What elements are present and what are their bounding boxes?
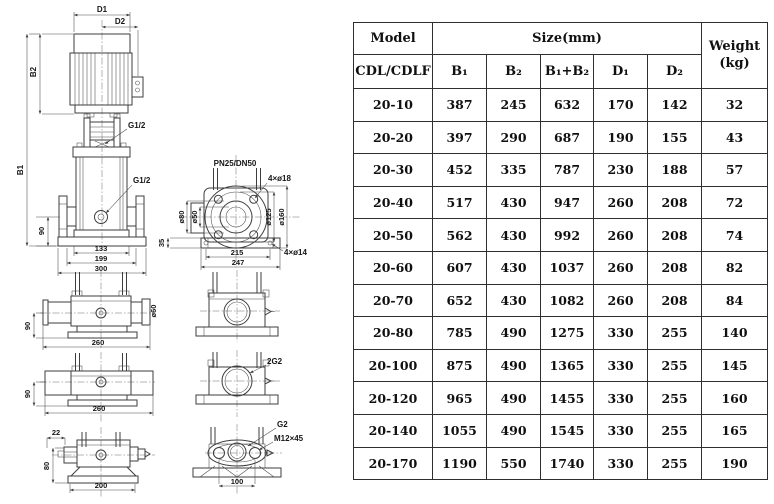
value-cell: 430 — [487, 284, 541, 317]
model-cell: 20-50 — [354, 219, 433, 252]
value-cell: 255 — [648, 349, 702, 382]
side-view-3 — [42, 427, 155, 497]
dim-label-133: 133 — [94, 244, 108, 253]
value-cell: 74 — [702, 219, 768, 252]
dim-label-d2: D2 — [114, 17, 126, 26]
header-col-d1: D₁ — [594, 55, 648, 89]
dim-label-200: 200 — [94, 481, 108, 490]
value-cell: 430 — [487, 186, 541, 219]
model-cell: 20-170 — [354, 447, 433, 480]
table-row — [354, 89, 768, 122]
dim-label-247: 247 — [231, 258, 245, 267]
table-row — [354, 186, 768, 219]
value-cell: 255 — [648, 317, 702, 350]
value-cell: 57 — [702, 154, 768, 187]
dim-label-d1: D1 — [96, 5, 108, 14]
dim-label-b2: B2 — [29, 66, 38, 78]
value-cell: 1082 — [541, 284, 594, 317]
value-cell: 652 — [433, 284, 487, 317]
dim-label-90-sv1: 90 — [23, 321, 32, 331]
table-row — [354, 382, 768, 415]
port-label-g12-coupling: G1/2 — [128, 121, 146, 130]
value-cell: 517 — [433, 186, 487, 219]
dia-label-60: ø60 — [149, 304, 158, 318]
port-label-2g2: 2G2 — [267, 357, 283, 366]
header-col-b1b2: B₁+B₂ — [541, 55, 594, 89]
value-cell: 1190 — [433, 447, 487, 480]
table-row — [354, 219, 768, 252]
value-cell: 330 — [594, 349, 648, 382]
value-cell: 255 — [648, 382, 702, 415]
bolt-label-4x18: 4×ø18 — [268, 174, 291, 183]
side-view-1 — [23, 270, 158, 350]
value-cell: 290 — [487, 121, 541, 154]
header-col-d2: D₂ — [648, 55, 702, 89]
dim-label-80: 80 — [42, 461, 51, 471]
table-row — [354, 251, 768, 284]
value-cell: 32 — [702, 89, 768, 122]
value-cell: 430 — [487, 251, 541, 284]
value-cell: 260 — [594, 251, 648, 284]
model-cell: 20-60 — [354, 251, 433, 284]
value-cell: 260 — [594, 186, 648, 219]
spec-table-body — [354, 89, 768, 480]
dim-label-260-sv1: 260 — [91, 338, 105, 347]
value-cell: 190 — [702, 447, 768, 480]
value-cell: 208 — [648, 251, 702, 284]
dim-label-260-sv2: 260 — [92, 404, 106, 413]
header-col-b1: B₁ — [433, 55, 487, 89]
value-cell: 1365 — [541, 349, 594, 382]
value-cell: 82 — [702, 251, 768, 284]
dim-label-215: 215 — [230, 248, 244, 257]
value-cell: 72 — [702, 186, 768, 219]
value-cell: 1037 — [541, 251, 594, 284]
value-cell: 397 — [433, 121, 487, 154]
value-cell: 260 — [594, 284, 648, 317]
table-row — [354, 447, 768, 480]
dia-label-160: ø160 — [277, 208, 286, 226]
header-model: Model — [354, 23, 433, 55]
header-size-group: Size(mm) — [433, 23, 702, 55]
value-cell: 430 — [487, 219, 541, 252]
header-weight-unit: (kg) — [719, 55, 750, 71]
dim-label-90-sv2: 90 — [23, 389, 32, 399]
value-cell: 785 — [433, 317, 487, 350]
value-cell: 992 — [541, 219, 594, 252]
value-cell: 190 — [594, 121, 648, 154]
value-cell: 607 — [433, 251, 487, 284]
header-row-groups — [354, 23, 768, 55]
dia-label-125: ø125 — [264, 208, 273, 226]
dim-label-b1: B1 — [16, 164, 25, 176]
model-cell: 20-10 — [354, 89, 433, 122]
table-row — [354, 284, 768, 317]
table-row — [354, 317, 768, 350]
value-cell: 947 — [541, 186, 594, 219]
value-cell: 490 — [487, 349, 541, 382]
model-cell: 20-20 — [354, 121, 433, 154]
value-cell: 330 — [594, 382, 648, 415]
value-cell: 208 — [648, 186, 702, 219]
dim-label-22: 22 — [51, 428, 61, 437]
port-label-g2: G2 — [277, 420, 288, 429]
header-weight — [702, 23, 768, 89]
top-view — [157, 155, 307, 270]
value-cell: 1455 — [541, 382, 594, 415]
dim-label-100: 100 — [230, 477, 244, 486]
value-cell: 140 — [702, 317, 768, 350]
model-cell: 20-30 — [354, 154, 433, 187]
value-cell: 142 — [648, 89, 702, 122]
dim-label-300: 300 — [94, 264, 108, 273]
pump-dimension-drawing — [0, 0, 355, 500]
value-cell: 452 — [433, 154, 487, 187]
side-view-6 — [193, 420, 304, 494]
value-cell: 490 — [487, 317, 541, 350]
spec-table — [353, 22, 768, 480]
dim-label-35: 35 — [157, 238, 166, 248]
junction-box — [132, 77, 143, 97]
table-row — [354, 349, 768, 382]
table-row — [354, 154, 768, 187]
model-cell: 20-100 — [354, 349, 433, 382]
model-cell: 20-140 — [354, 414, 433, 447]
model-cell: 20-40 — [354, 186, 433, 219]
bolt-label-m12x45: M12×45 — [274, 434, 304, 443]
value-cell: 490 — [487, 414, 541, 447]
value-cell: 165 — [702, 414, 768, 447]
header-model-series: CDL/CDLF — [354, 55, 433, 89]
suction-flange — [59, 196, 67, 237]
value-cell: 875 — [433, 349, 487, 382]
value-cell: 335 — [487, 154, 541, 187]
front-view — [16, 5, 151, 276]
value-cell: 1275 — [541, 317, 594, 350]
value-cell: 787 — [541, 154, 594, 187]
side-view-4 — [196, 270, 280, 342]
value-cell: 1740 — [541, 447, 594, 480]
dia-label-50: ø50 — [190, 210, 199, 224]
value-cell: 965 — [433, 382, 487, 415]
value-cell: 43 — [702, 121, 768, 154]
header-col-b2: B₂ — [487, 55, 541, 89]
model-cell: 20-120 — [354, 382, 433, 415]
dia-label-80: ø80 — [177, 210, 186, 224]
value-cell: 632 — [541, 89, 594, 122]
header-weight-label: Weight — [708, 39, 761, 55]
table-row — [354, 121, 768, 154]
model-cell: 20-70 — [354, 284, 433, 317]
table-row — [354, 414, 768, 447]
pump-drawing-svg — [0, 0, 355, 500]
port-label-g12-port: G1/2 — [133, 176, 151, 185]
model-cell: 20-80 — [354, 317, 433, 350]
dim-label-199: 199 — [94, 254, 108, 263]
value-cell: 550 — [487, 447, 541, 480]
value-cell: 188 — [648, 154, 702, 187]
value-cell: 255 — [648, 414, 702, 447]
side-view-5 — [196, 350, 283, 417]
value-cell: 255 — [648, 447, 702, 480]
flange-label-pn25-dn50: PN25/DN50 — [213, 159, 257, 168]
value-cell: 245 — [487, 89, 541, 122]
value-cell: 490 — [487, 382, 541, 415]
value-cell: 387 — [433, 89, 487, 122]
value-cell: 687 — [541, 121, 594, 154]
value-cell: 330 — [594, 414, 648, 447]
value-cell: 208 — [648, 284, 702, 317]
side-view-2 — [23, 352, 155, 423]
value-cell: 562 — [433, 219, 487, 252]
value-cell: 155 — [648, 121, 702, 154]
value-cell: 260 — [594, 219, 648, 252]
bolt-label-4x14: 4×ø14 — [284, 248, 307, 257]
value-cell: 170 — [594, 89, 648, 122]
value-cell: 1545 — [541, 414, 594, 447]
value-cell: 330 — [594, 447, 648, 480]
value-cell: 145 — [702, 349, 768, 382]
discharge-flange — [136, 196, 144, 237]
dim-label-90-front: 90 — [37, 226, 46, 236]
value-cell: 230 — [594, 154, 648, 187]
motor-fins — [75, 53, 128, 105]
value-cell: 84 — [702, 284, 768, 317]
value-cell: 160 — [702, 382, 768, 415]
value-cell: 208 — [648, 219, 702, 252]
value-cell: 330 — [594, 317, 648, 350]
value-cell: 1055 — [433, 414, 487, 447]
